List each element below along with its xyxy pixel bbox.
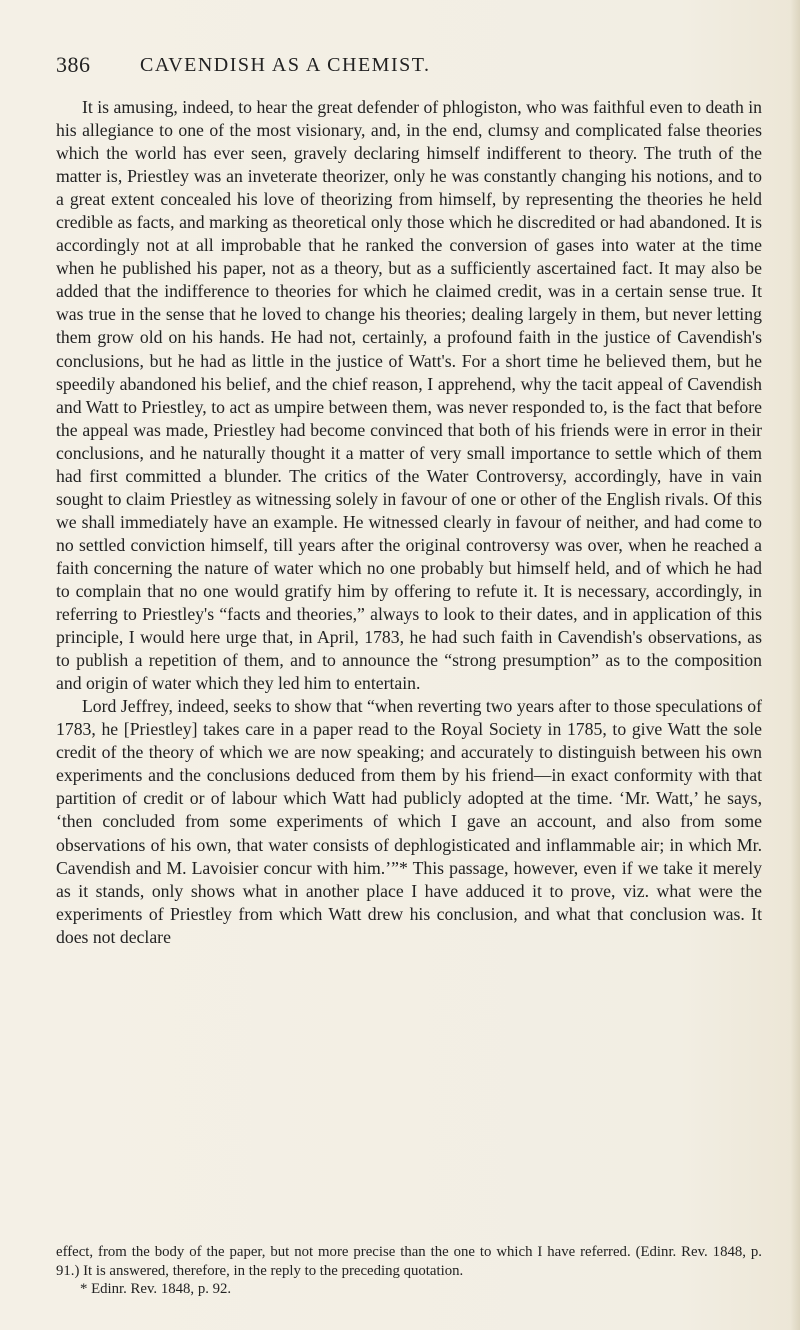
footnotes	[56, 1243, 762, 1299]
running-head: CAVENDISH AS A CHEMIST.	[140, 54, 431, 76]
footnote: * Edinr. Rev. 1848, p. 92.	[80, 1281, 232, 1297]
body-text	[56, 96, 762, 949]
page-edge-shadow	[790, 0, 800, 1330]
page-number: 386	[56, 52, 91, 77]
paragraph: It is amusing, indeed, to hear the great defender of phlogiston, who was faithful even to death in his allegiance to one of the most visionary, and, in the end, clumsy and complicated false theories which the world has ever seen, gravely declaring himself indifferent to theory. The truth of the matter is, Priestley was an inveterate theorizer, only he was constantly changing his notions, and to a great extent concealed his love of theorizing from himself, by representing the theories he held credible as facts, and marking as theoretical only those which he discredited or had abandoned. It is accordingly not at all improbable that he ranked the conversion of gases into water at the time when he published his paper, not as a theory, but as a sufficiently ascertained fact. It may also be added that the indifference to theories for which he claimed credit, was in a certain sense true. It was true in the sense that he loved to change his theories; dealing largely in them, but never letting them grow old on his hands. He had not, certainly, a profound faith in the justice of Cavendish's conclusions, but he had as little in the justice of Watt's. For a short time he believed them, but he speedily abandoned his belief, and the chief reason, I apprehend, why the tacit appeal of Cavendish and Watt to Priestley, to act as umpire between them, was never responded to, is the fact that before the appeal was made, Priestley had become convinced that both of his friends were in error in their conclusions, and he naturally thought it a matter of very small importance to settle which of them had first committed a blunder. The critics of the Water Controversy, accordingly, have in vain sought to claim Priestley as witnessing solely in favour of one or other of the English rivals. Of this we shall immediately have an example. He witnessed clearly in favour of neither, and had come to no settled conviction himself, till years after the original controversy was over, when he reached a faith concerning the nature of water which no one probably but himself held, and of which he had to complain that no one would gratify him by offering to refute it. It is necessary, accordingly, in referring to Priestley's “facts and theories,” always to look to their dates, and in application of this principle, I would here urge that, in April, 1783, he had such faith in Cavendish's observations, as to publish a repetition of them, and to announce the “strong presumption” as to the composition and origin of water which they led him to entertain.	[56, 97, 762, 694]
footnote-continuation: effect, from the body of the paper, but not more precise than the one to which I have referred. (Edinr. Rev. 1848, p. 91.) It is answered, therefore, in the reply to the preceding quotation.	[56, 1244, 762, 1279]
paragraph: Lord Jeffrey, indeed, seeks to show that “when reverting two years after to those speculations of 1783, he [Priestley] takes care in a paper read to the Royal Society in 1785, to give Watt the sole credit of the theory of which we are now speaking; and accurately to distinguish between his own experiments and the conclusions deduced from them by his friend—in exact conformity with that partition of credit or of labour which Watt had publicly adopted at the time. ‘Mr. Watt,’ he says, ‘then concluded from some experiments of which I gave an account, and also from some observations of his own, that water consists of dephlogisticated and inflammable air; in which Mr. Cavendish and M. Lavoisier concur with him.’”* This passage, however, even if we take it merely as it stands, only shows what in another place I have adduced it to prove, viz. what were the experiments of Priestley from which Watt drew his conclusion, and what that conclusion was. It does not declare	[56, 696, 762, 947]
page-header	[56, 52, 756, 82]
